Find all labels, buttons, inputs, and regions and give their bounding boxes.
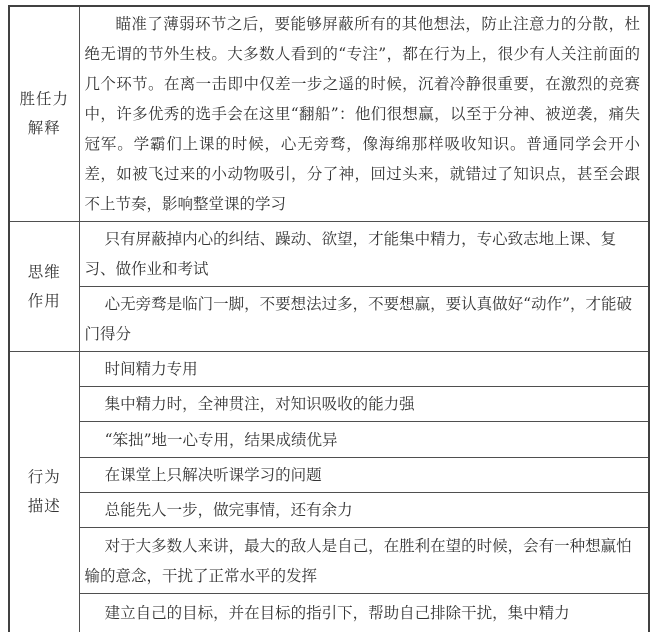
behavior-item-text: “笨拙”地一心专用，结果成绩优异 xyxy=(104,430,338,449)
label-line: 胜任力 xyxy=(19,90,69,108)
behavior-item-cell xyxy=(79,422,649,458)
behavior-item-cell xyxy=(79,594,649,632)
label-line: 作用 xyxy=(27,291,61,310)
table-row xyxy=(9,493,649,528)
competency-explanation-cell xyxy=(79,6,649,222)
behavior-item-text: 时间精力专用 xyxy=(104,360,198,378)
thinking-role-text: 心无旁骛是临门一脚，不要想法过多，不要想赢，要认真做好“动作”，才能破门得分 xyxy=(84,295,632,343)
behavior-item-cell xyxy=(79,387,649,422)
behavior-item-cell xyxy=(79,493,649,528)
behavior-item-cell xyxy=(79,352,649,387)
behavior-item-text: 在课堂上只解决听课学习的问题 xyxy=(104,466,322,484)
thinking-role-text: 只有屏蔽掉内心的纠结、躁动、欲望，才能集中精力，专心致志地上课、复习、做作业和考试 xyxy=(84,230,617,278)
table-row xyxy=(9,594,649,632)
behavior-item-cell xyxy=(79,458,649,493)
behavior-item-text: 建立自己的目标，并在目标的指引下，帮助自己排除干扰，集中精力 xyxy=(104,603,570,622)
table-row xyxy=(9,458,649,493)
competency-explanation-text: 瞄准了薄弱环节之后，要能够屏蔽所有的其他想法，防止注意力的分散，杜绝无谓的节外生枝。大多数人看到的“专注”，都在行为上，很少有人关注前面的几个环节。在离一击即中仅差一步之遥的时候，沉着冷静很重要，在激烈的竞赛中，许多优秀的选手会在这里“翻船”：他们很想赢，以至于分神、被逆袭，痛失冠军。学霸们上课的时候，心无旁骛，像海绵那样吸收知识。普通同学会开小差，如被飞过来的小动物吸引，分了神，回过头来，就错过了知识点，甚至会跟不上节奏，影响整堂课的学习 xyxy=(84,15,640,213)
behavior-item-cell xyxy=(79,528,649,594)
table-row xyxy=(9,222,649,287)
table-row xyxy=(9,6,649,222)
table-row xyxy=(9,528,649,594)
label-line: 思维 xyxy=(27,262,61,281)
thinking-role-cell xyxy=(79,222,649,287)
table-row xyxy=(9,287,649,352)
table-row xyxy=(9,422,649,458)
label-line: 解释 xyxy=(27,119,61,137)
behavior-item-text: 总能先人一步，做完事情，还有余力 xyxy=(104,501,353,519)
behavior-item-text: 对于大多数人来讲，最大的敌人是自己，在胜利在望的时候，会有一种想赢怕输的意念，干扰了正常水平的发挥 xyxy=(84,536,632,585)
row-label-thinking-role xyxy=(9,222,79,352)
competency-table xyxy=(8,5,650,632)
table-row xyxy=(9,387,649,422)
row-label-behavior-description xyxy=(9,352,79,632)
table-row xyxy=(9,352,649,387)
thinking-role-cell xyxy=(79,287,649,352)
behavior-item-text: 集中精力时，全神贯注，对知识吸收的能力强 xyxy=(104,395,415,413)
label-line: 描述 xyxy=(27,496,61,515)
label-line: 行为 xyxy=(27,467,61,486)
row-label-competency-explanation xyxy=(9,6,79,222)
